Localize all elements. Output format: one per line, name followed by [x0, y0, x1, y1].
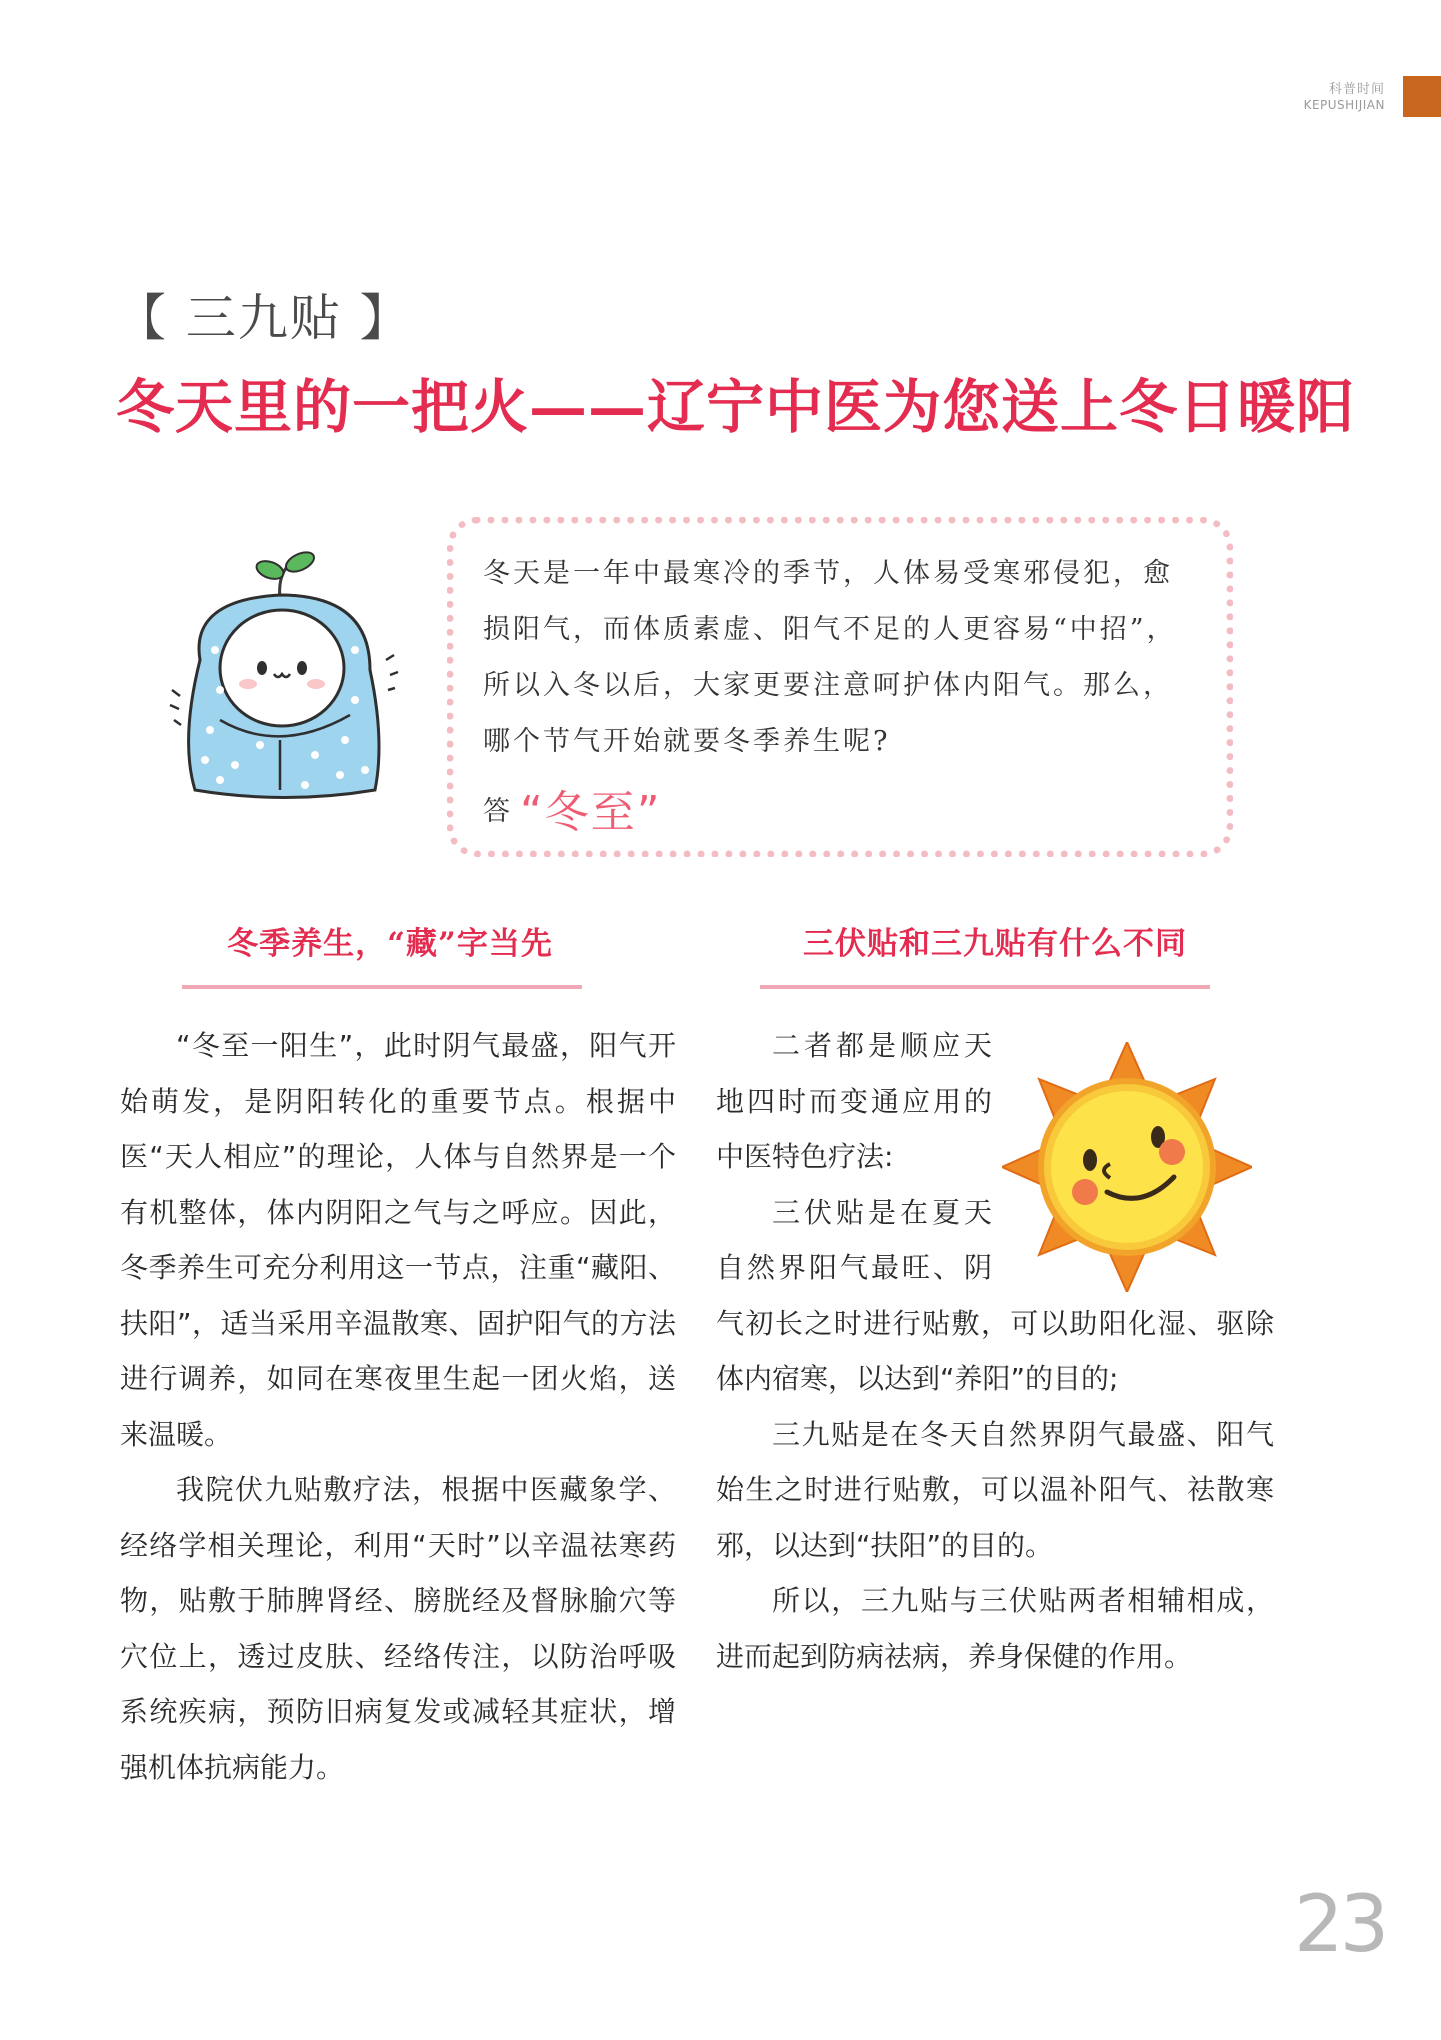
answer-label: 答	[483, 795, 510, 827]
page-title: 冬天里的一把火——辽宁中医为您送上冬日暖阳	[116, 373, 1356, 441]
intro-line: 冬天是一年中最寒冷的季节，人体易受寒邪侵犯，愈	[483, 558, 1173, 589]
paragraph: 三伏贴是在夏天自然界阳气最旺、阴气初长之时进行贴敷，可以助阳化湿、驱除体内宿寒，以达到“养阳”的目的;	[716, 1195, 1274, 1395]
column-name-pinyin: KEPUSHIJIAN	[1303, 98, 1385, 112]
paragraph: 三九贴是在冬天自然界阴气最盛、阳气始生之时进行贴敷，可以温补阳气、祛散寒邪，以达到“扶阳”的目的。	[716, 1417, 1274, 1562]
intro-line: 哪个节气开始就要冬季养生呢?	[483, 726, 891, 757]
right-column-heading: 三伏贴和三九贴有什么不同	[803, 926, 1187, 962]
answer-value: “冬至”	[520, 787, 662, 838]
header-accent-bar	[1403, 76, 1441, 117]
intro-answer	[483, 776, 662, 840]
intro-line: 所以入冬以后，大家更要注意呵护体内阳气。那么，	[483, 670, 1173, 701]
paragraph: “冬至一阳生”，此时阴气最盛，阳气开始萌发，是阴阳转化的重要节点。根据中医“天人相应”的理论，人体与自然界是一个有机整体，体内阴阳之气与之呼应。因此，冬季养生可充分利用这一节点，注重“藏阳、扶阳”，适当采用辛温散寒、固护阳气的方法进行调养，如同在寒夜里生起一团火焰，送来温暖。	[120, 1029, 676, 1451]
paragraph: 所以，三九贴与三伏贴两者相辅相成，进而起到防病祛病，养身保健的作用。	[716, 1584, 1274, 1673]
intro-text	[483, 546, 1203, 770]
paragraph: 我院伏九贴敷疗法，根据中医藏象学、经络学相关理论，利用“天时”以辛温祛寒药物，贴敷于肺脾肾经、膀胱经及督脉腧穴等穴位上，透过皮肤、经络传注，以防治呼吸系统疾病，预防旧病复发或减轻其症状，增强机体抗病能力。	[120, 1473, 676, 1784]
section-label: 【 三九贴 】	[116, 289, 412, 347]
column-name: 科普时间	[1328, 82, 1385, 97]
intro-line: 损阳气，而体质素虚、阳气不足的人更容易“中招”，	[483, 614, 1177, 645]
mascot-in-blanket-illustration	[160, 540, 410, 810]
smiling-sun-illustration	[1002, 1042, 1252, 1292]
left-column-body	[120, 1018, 676, 1795]
page-number: 23	[1294, 1880, 1386, 1970]
left-column-heading: 冬季养生，“藏”字当先	[227, 926, 553, 962]
left-heading-underline	[182, 985, 582, 989]
right-heading-underline	[760, 985, 1210, 989]
paragraph: 二者都是顺应天地四时而变通应用的中医特色疗法:	[716, 1029, 992, 1173]
